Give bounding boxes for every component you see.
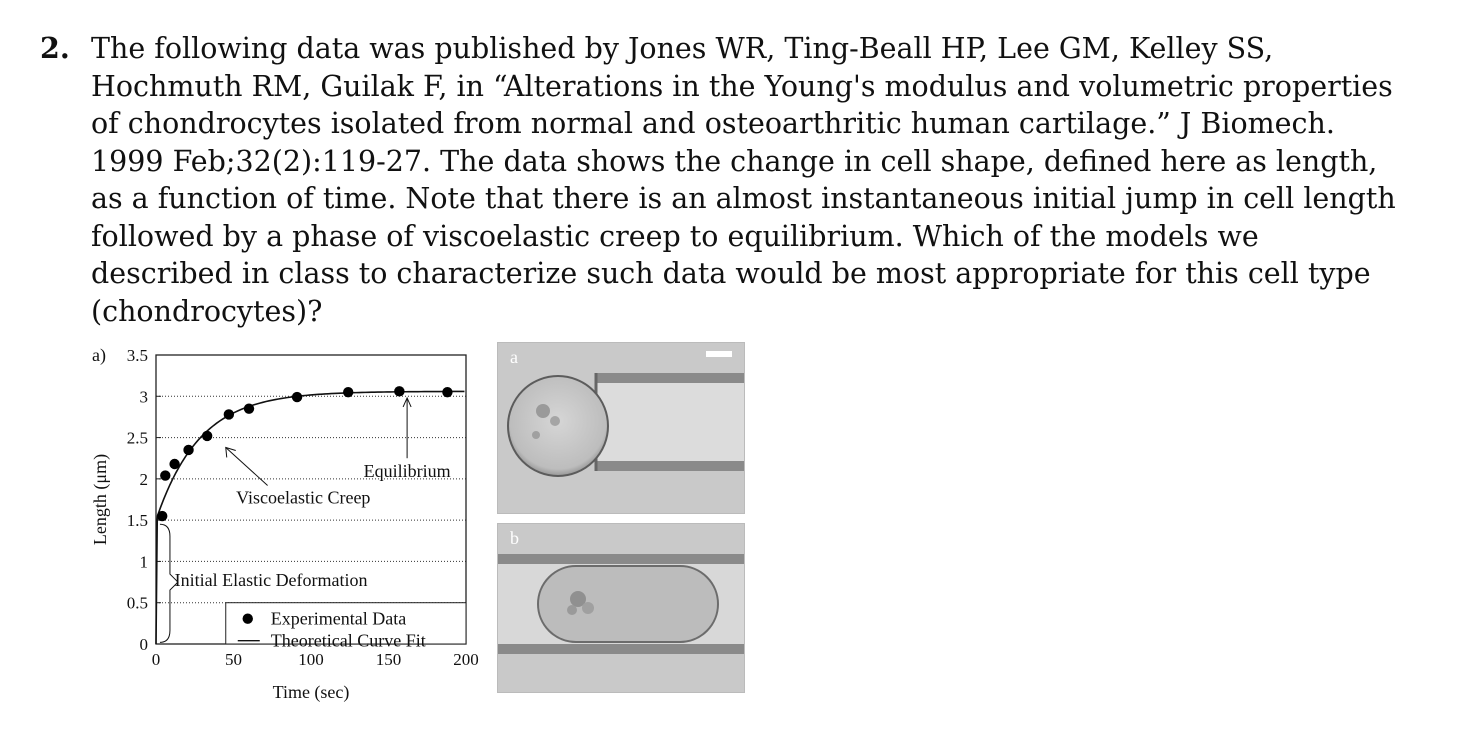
legend-label-experimental: Experimental Data (270, 608, 407, 629)
data-point (160, 470, 170, 480)
cell-aspiration-image-a (498, 343, 744, 513)
legend-marker-experimental (243, 614, 253, 624)
data-point (224, 409, 234, 419)
data-point (394, 386, 404, 396)
micropipette-photo-b (497, 523, 745, 693)
y-tick-label: 3.5 (126, 346, 148, 365)
question-block (40, 30, 1400, 330)
data-point (157, 511, 167, 521)
y-tick-label: 1 (139, 552, 148, 572)
data-point (343, 387, 353, 397)
data-point (292, 392, 302, 402)
y-tick-label: 2.5 (126, 428, 148, 448)
y-axis-label: Length (μm) (90, 453, 110, 546)
x-tick-label: 50 (225, 650, 242, 669)
x-tick-label: 200 (453, 650, 479, 669)
legend (226, 603, 466, 651)
photo-label-b: b (510, 528, 519, 548)
cell-aspiration-image-b (498, 524, 744, 692)
y-tick-label: 0 (139, 635, 148, 654)
data-point (202, 431, 212, 441)
x-tick-label: 0 (151, 650, 161, 669)
photo-label-a: a (510, 347, 518, 367)
x-tick-label: 100 (298, 650, 324, 669)
annotation-viscoelastic-creep: Viscoelastic Creep (236, 487, 371, 508)
annotation-initial-elastic-deformation: Initial Elastic Deformation (174, 570, 368, 591)
question-text: The following data was published by Jones WR, Ting-Beall HP, Lee GM, Kelley SS, Hochmuth RM, Guilak F, in “Alterations in the Young's modulus and volumetric properties of chondrocytes isolated from normal and osteoarthritic human cartilage.” J Biomech. 1999 Feb;32(2):119-27. The data shows the change in cell shape, defined here as length, as a function of time. Note that there is an almost instantaneous initial jump in cell length followed by a phase of viscoelastic creep to equilibrium. Which of the models we described in class to characterize such data would be most appropriate for this cell type (chondrocytes)? (91, 32, 1396, 328)
y-tick-label: 2 (139, 469, 148, 489)
y-tick-label: 1.5 (126, 511, 148, 531)
question-number: 2. (40, 31, 70, 65)
legend-label-fit: Theoretical Curve Fit (270, 630, 426, 651)
annotation-equilibrium: Equilibrium (363, 461, 451, 482)
x-axis-label: Time (sec) (272, 682, 350, 702)
data-point (169, 459, 179, 469)
panel-label: a) (92, 345, 106, 365)
data-point (183, 445, 193, 455)
micropipette-photo-a (497, 342, 745, 514)
x-tick-label: 150 (375, 650, 402, 669)
data-point (442, 387, 452, 397)
data-point (244, 403, 254, 413)
y-tick-label: 3 (139, 387, 148, 407)
length-time-chart (80, 335, 500, 705)
creep-arrow (226, 447, 268, 485)
y-tick-label: 0.5 (126, 593, 148, 613)
